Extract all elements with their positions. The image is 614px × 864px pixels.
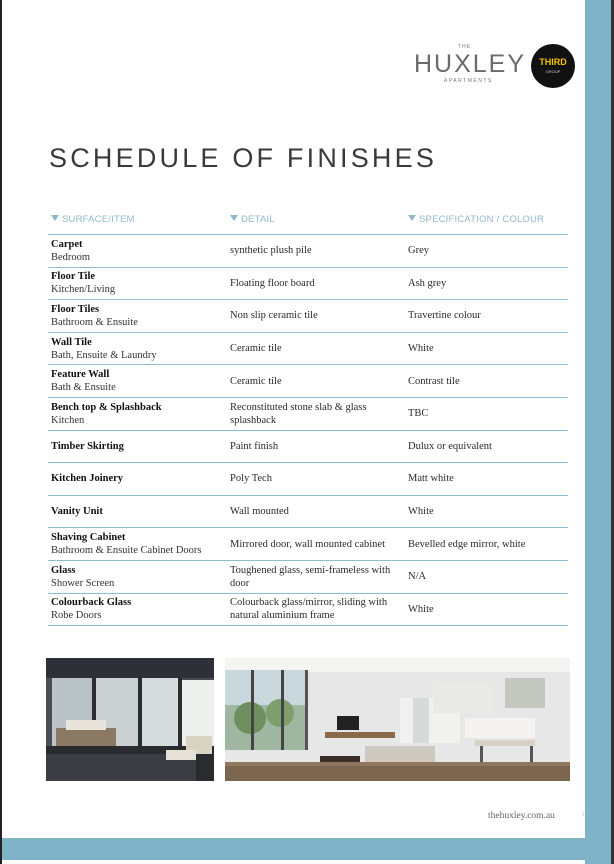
table-row [48,398,568,431]
bottom-blue-border [0,838,614,860]
table-row [48,431,568,464]
detail-cell: synthetic plush pile [230,245,312,257]
item-location: Bathroom & Ensuite Cabinet Doors [51,545,202,557]
document-page [2,0,585,838]
item-name: Timber Skirting [51,440,124,452]
surface-cell [51,594,226,626]
bedroom-illustration [46,658,214,781]
header-surface: SURFACE/ITEM [51,214,135,225]
detail-cell: Poly Tech [230,473,272,485]
header-detail: DETAIL [230,214,275,225]
spec-cell: Dulux or equivalent [408,440,492,452]
item-location: Bedroom [51,251,91,263]
spec-cell: Contrast tile [408,375,460,387]
surface-cell [51,431,226,463]
table-row [48,463,568,496]
detail-cell: Non slip ceramic tile [230,310,318,322]
spec-cell: Travertine colour [408,310,481,322]
surface-cell [51,300,226,332]
surface-cell [51,333,226,365]
spec-cell: White [408,506,434,518]
detail-cell: Wall mounted [230,506,289,518]
page-number: 5 [582,813,585,818]
detail-cell: Paint finish [230,440,279,452]
table-header [48,210,568,235]
item-location: Bath & Ensuite [51,382,116,394]
table-row [48,561,568,594]
logo-the: THE [458,44,471,50]
item-location: Robe Doors [51,610,102,622]
item-location: Kitchen [51,414,85,426]
surface-cell [51,235,226,267]
item-name: Vanity Unit [51,506,103,518]
surface-cell [51,496,226,528]
item-name: Bench top & Splashback [51,401,162,413]
header-specification: SPECIFICATION / COLOUR [408,214,544,225]
third-group-badge [531,44,575,88]
badge-label: THIRD [539,57,567,67]
surface-cell [51,463,226,495]
spec-cell: TBC [408,408,429,420]
table-row [48,528,568,561]
table-row [48,235,568,268]
item-name: Kitchen Joinery [51,473,124,485]
item-name: Colourback Glass [51,597,132,609]
living-room-photo [225,658,570,781]
detail-cell: Reconstituted stone slab & glass splashback [230,401,367,426]
spec-cell: White [408,343,434,355]
table-row [48,333,568,366]
surface-cell [51,561,226,593]
item-location: Bath, Ensuite & Laundry [51,349,157,361]
logo-subtitle: APARTMENTS [444,78,493,84]
item-location: Bathroom & Ensuite [51,316,138,328]
surface-cell [51,398,226,430]
detail-cell: Mirrored door, wall mounted cabinet [230,538,385,550]
spec-cell: White [408,603,434,615]
bedroom-photo [46,658,214,781]
item-name: Glass [51,564,76,576]
item-name: Carpet [51,238,83,250]
item-location: Shower Screen [51,577,115,589]
item-name: Floor Tiles [51,303,100,315]
page-title: SCHEDULE OF FINISHES [49,143,438,173]
surface-cell [51,268,226,300]
item-name: Floor Tile [51,271,96,283]
detail-cell: Toughened glass, semi-frameless with door [230,564,391,589]
spec-cell: Grey [408,245,429,257]
triangle-down-icon [51,215,59,221]
spec-cell: Ash grey [408,277,447,289]
detail-cell: Floating floor board [230,277,315,289]
detail-cell: Ceramic tile [230,343,282,355]
detail-cell: Ceramic tile [230,375,282,387]
huxley-logo [414,44,574,92]
spec-cell: Bevelled edge mirror, white [408,538,526,550]
item-name: Shaving Cabinet [51,532,126,544]
table-row [48,300,568,333]
footer-url: thehuxley.com.au [488,811,555,821]
surface-cell [51,365,226,397]
badge-sublabel: GROUP [545,69,561,74]
logo-wordmark: HUXLEY [414,50,527,78]
detail-cell: Colourback glass/mirror, sliding with natural aluminium frame [230,597,388,622]
item-name: Feature Wall [51,369,110,381]
item-location: Kitchen/Living [51,284,116,296]
spec-cell: Matt white [408,473,454,485]
triangle-down-icon [230,215,238,221]
item-name: Wall Tile [51,336,92,348]
table-row [48,365,568,398]
table-row [48,496,568,529]
living-kitchen-illustration [225,658,570,781]
table-row [48,268,568,301]
table-row [48,594,568,627]
surface-cell [51,528,226,560]
finishes-table [48,210,568,626]
triangle-down-icon [408,215,416,221]
spec-cell: N/A [408,571,427,583]
right-blue-border [585,0,611,864]
